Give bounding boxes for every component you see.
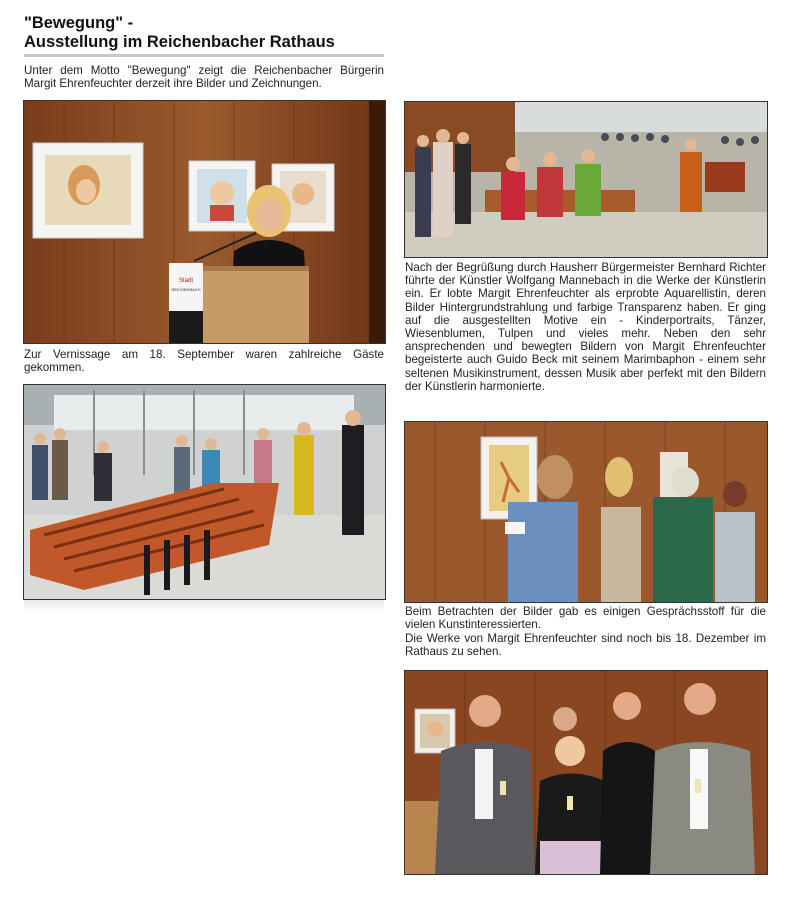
photo-marimba-hall [23,384,386,600]
photo-viewing-pictures [404,421,768,603]
photo-audience [404,101,768,258]
photo-group-portrait [404,670,768,875]
caption-vernissage: Zur Vernissage am 18. September waren zahlreiche Gäste gekommen. [24,348,384,375]
title-divider [24,54,384,57]
podium-sign-line-1: Stadt [178,278,194,284]
article-title-line-1: "Bewegung" - [24,14,134,32]
photo-speaker-podium [23,100,386,344]
intro-paragraph: Unter dem Motto "Bewegung" zeigt die Reichenbacher Bürgerin Margit Ehrenfeuchter derzeit ihre Bilder und Zeichnungen. [24,64,384,91]
photo-shadow-bar [24,600,384,612]
closing-paragraph: Die Werke von Margit Ehrenfeuchter sind noch bis 18. Dezember im Rathaus zu sehen. [405,632,766,659]
caption-viewing: Beim Betrachten der Bilder gab es einigen Gesprächsstoff für die vielen Kunstinteressierten. [405,605,766,632]
podium-sign-line-2: REICHENBACH [171,287,201,292]
article-title [24,14,384,52]
article-title-line-2: Ausstellung im Reichenbacher Rathaus [24,33,335,51]
body-paragraph: Nach der Begrüßung durch Hausherr Bürgermeister Bernhard Richter führte der Künstler Wolfgang Mannebach in die Werke der Künstlerin ein. Er lobte Margit Ehrenfeuchter als erprobte Aquarellistin, deren Bilder Hintergrundstrahlung und farbige Transparenz haben. Er ging auf die ausgestellten Motive ein - Kinderportraits, Tänzer, Wiesenblumen, Tulpen und vieles mehr. Neben den sehr ansprechenden und bewegten Bildern von Margit Ehrenfeuchter begeisterte auch Guido Beck mit seinem Marimbaphon - einem sehr seltenen Musikinstrument, dessen Musik aber perfekt mit den Bildern der Künstlerin harmonierte. [405,261,766,393]
